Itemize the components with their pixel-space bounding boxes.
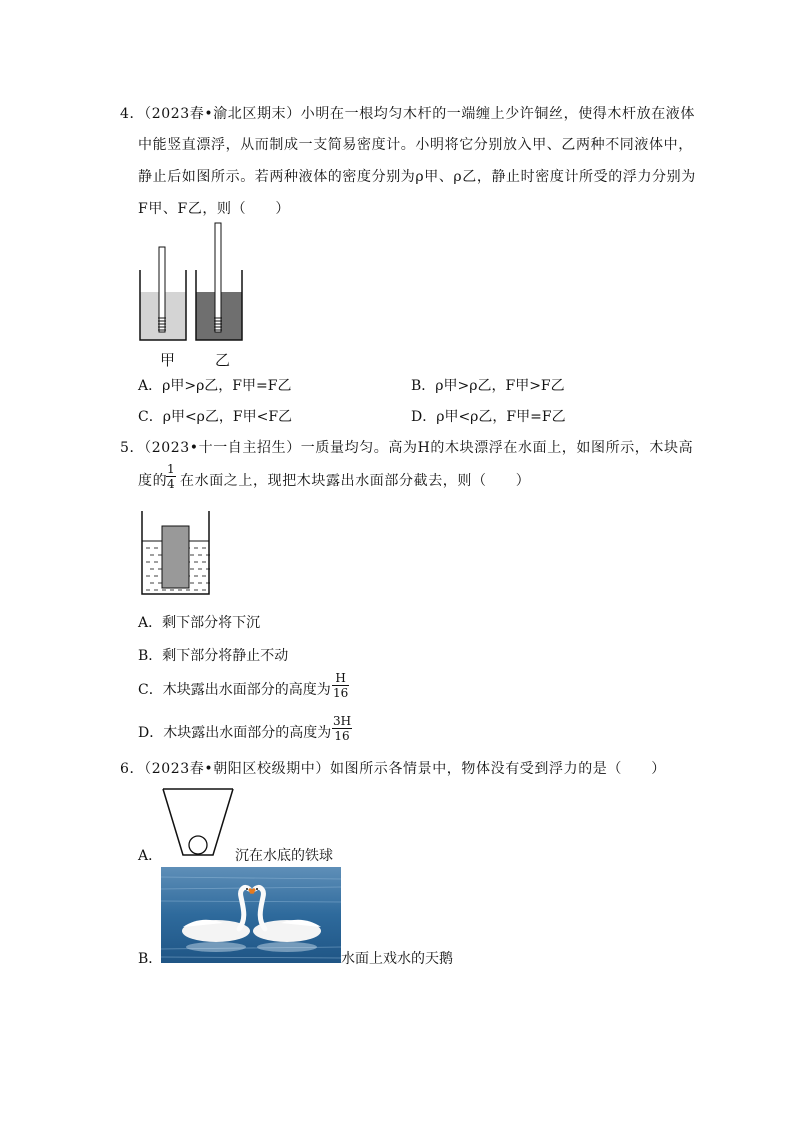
q6-line-1: 6．（2023春•朝阳区校级期中）如图所示各情景中，物体没有受到浮力的是（ ） xyxy=(120,761,666,777)
q6-option-a-caption: 沉在水底的铁球 xyxy=(235,848,333,864)
iron-ball xyxy=(189,836,207,854)
q4-line-3: 静止后如图所示。若两种液体的密度分别为ρ甲、ρ乙，静止时密度计所受的浮力分别为 xyxy=(138,169,696,185)
q5-option-c[interactable] xyxy=(138,679,331,699)
q5-frac-den: 4 xyxy=(167,477,175,491)
q4-line-4: F甲、F乙，则（ ） xyxy=(138,201,291,217)
q5-line-2-post: 在水面之上，现把木块露出水面部分截去，则（ ） xyxy=(180,473,531,489)
q5-option-c-fraction xyxy=(332,671,349,700)
beaker-yi xyxy=(196,223,242,340)
q4-option-d[interactable]: D．ρ甲<ρ乙，F甲=F乙 xyxy=(411,409,566,425)
wood-block xyxy=(162,526,189,588)
q4-line-2: 中能竖直漂浮，从而制成一支简易密度计。小明将它分别放入甲、乙两种不同液体中， xyxy=(138,137,693,153)
q5-line-1: 5．（2023•十一自主招生）一质量均匀。高为H的木块漂浮在水面上，如图所示，木块高 xyxy=(120,440,694,456)
q6-option-b-caption: 水面上戏水的天鹅 xyxy=(341,951,453,967)
q6-a-figure xyxy=(161,787,235,859)
q4-option-c[interactable]: C．ρ甲<ρ乙，F甲<F乙 xyxy=(138,409,293,425)
q4-label-yi: 乙 xyxy=(215,351,231,369)
q5-fraction-quarter xyxy=(166,462,176,491)
q5-option-c-text: C．木块露出水面部分的高度为 xyxy=(138,682,331,698)
q5-line-2-pre: 度的 xyxy=(138,473,168,489)
q5-option-b[interactable]: B．剩下部分将静止不动 xyxy=(138,648,289,664)
q5-option-d-text: D．木块露出水面部分的高度为 xyxy=(138,725,332,741)
q5-c-num: H xyxy=(332,671,349,686)
q6-option-a-label[interactable]: A． xyxy=(138,848,163,864)
q4-label-jia: 甲 xyxy=(160,351,176,369)
q5-option-d[interactable] xyxy=(138,722,331,742)
q5-d-den: 16 xyxy=(334,729,350,743)
q5-c-den: 16 xyxy=(333,686,349,700)
q4-beakers-figure xyxy=(138,220,248,350)
q4-line-1: 4．（2023春•渝北区期末）小明在一根均匀木杆的一端缠上少许铜丝，使得木杆放在液体 xyxy=(120,106,695,122)
beaker-jia xyxy=(140,247,186,340)
q6-option-b-label[interactable]: B． xyxy=(138,951,163,967)
q5-option-a[interactable]: A．剩下部分将下沉 xyxy=(138,615,261,631)
q5-d-num: 3H xyxy=(333,714,352,728)
q5-frac-num: 1 xyxy=(167,462,175,476)
q4-option-b[interactable]: B．ρ甲>ρ乙，F甲>F乙 xyxy=(411,378,565,394)
q5-option-d-fraction xyxy=(332,714,352,743)
q4-option-a[interactable]: A．ρ甲>ρ乙，F甲=F乙 xyxy=(138,378,292,394)
q6-b-swans-image xyxy=(161,867,341,963)
q5-container-figure xyxy=(141,511,211,595)
